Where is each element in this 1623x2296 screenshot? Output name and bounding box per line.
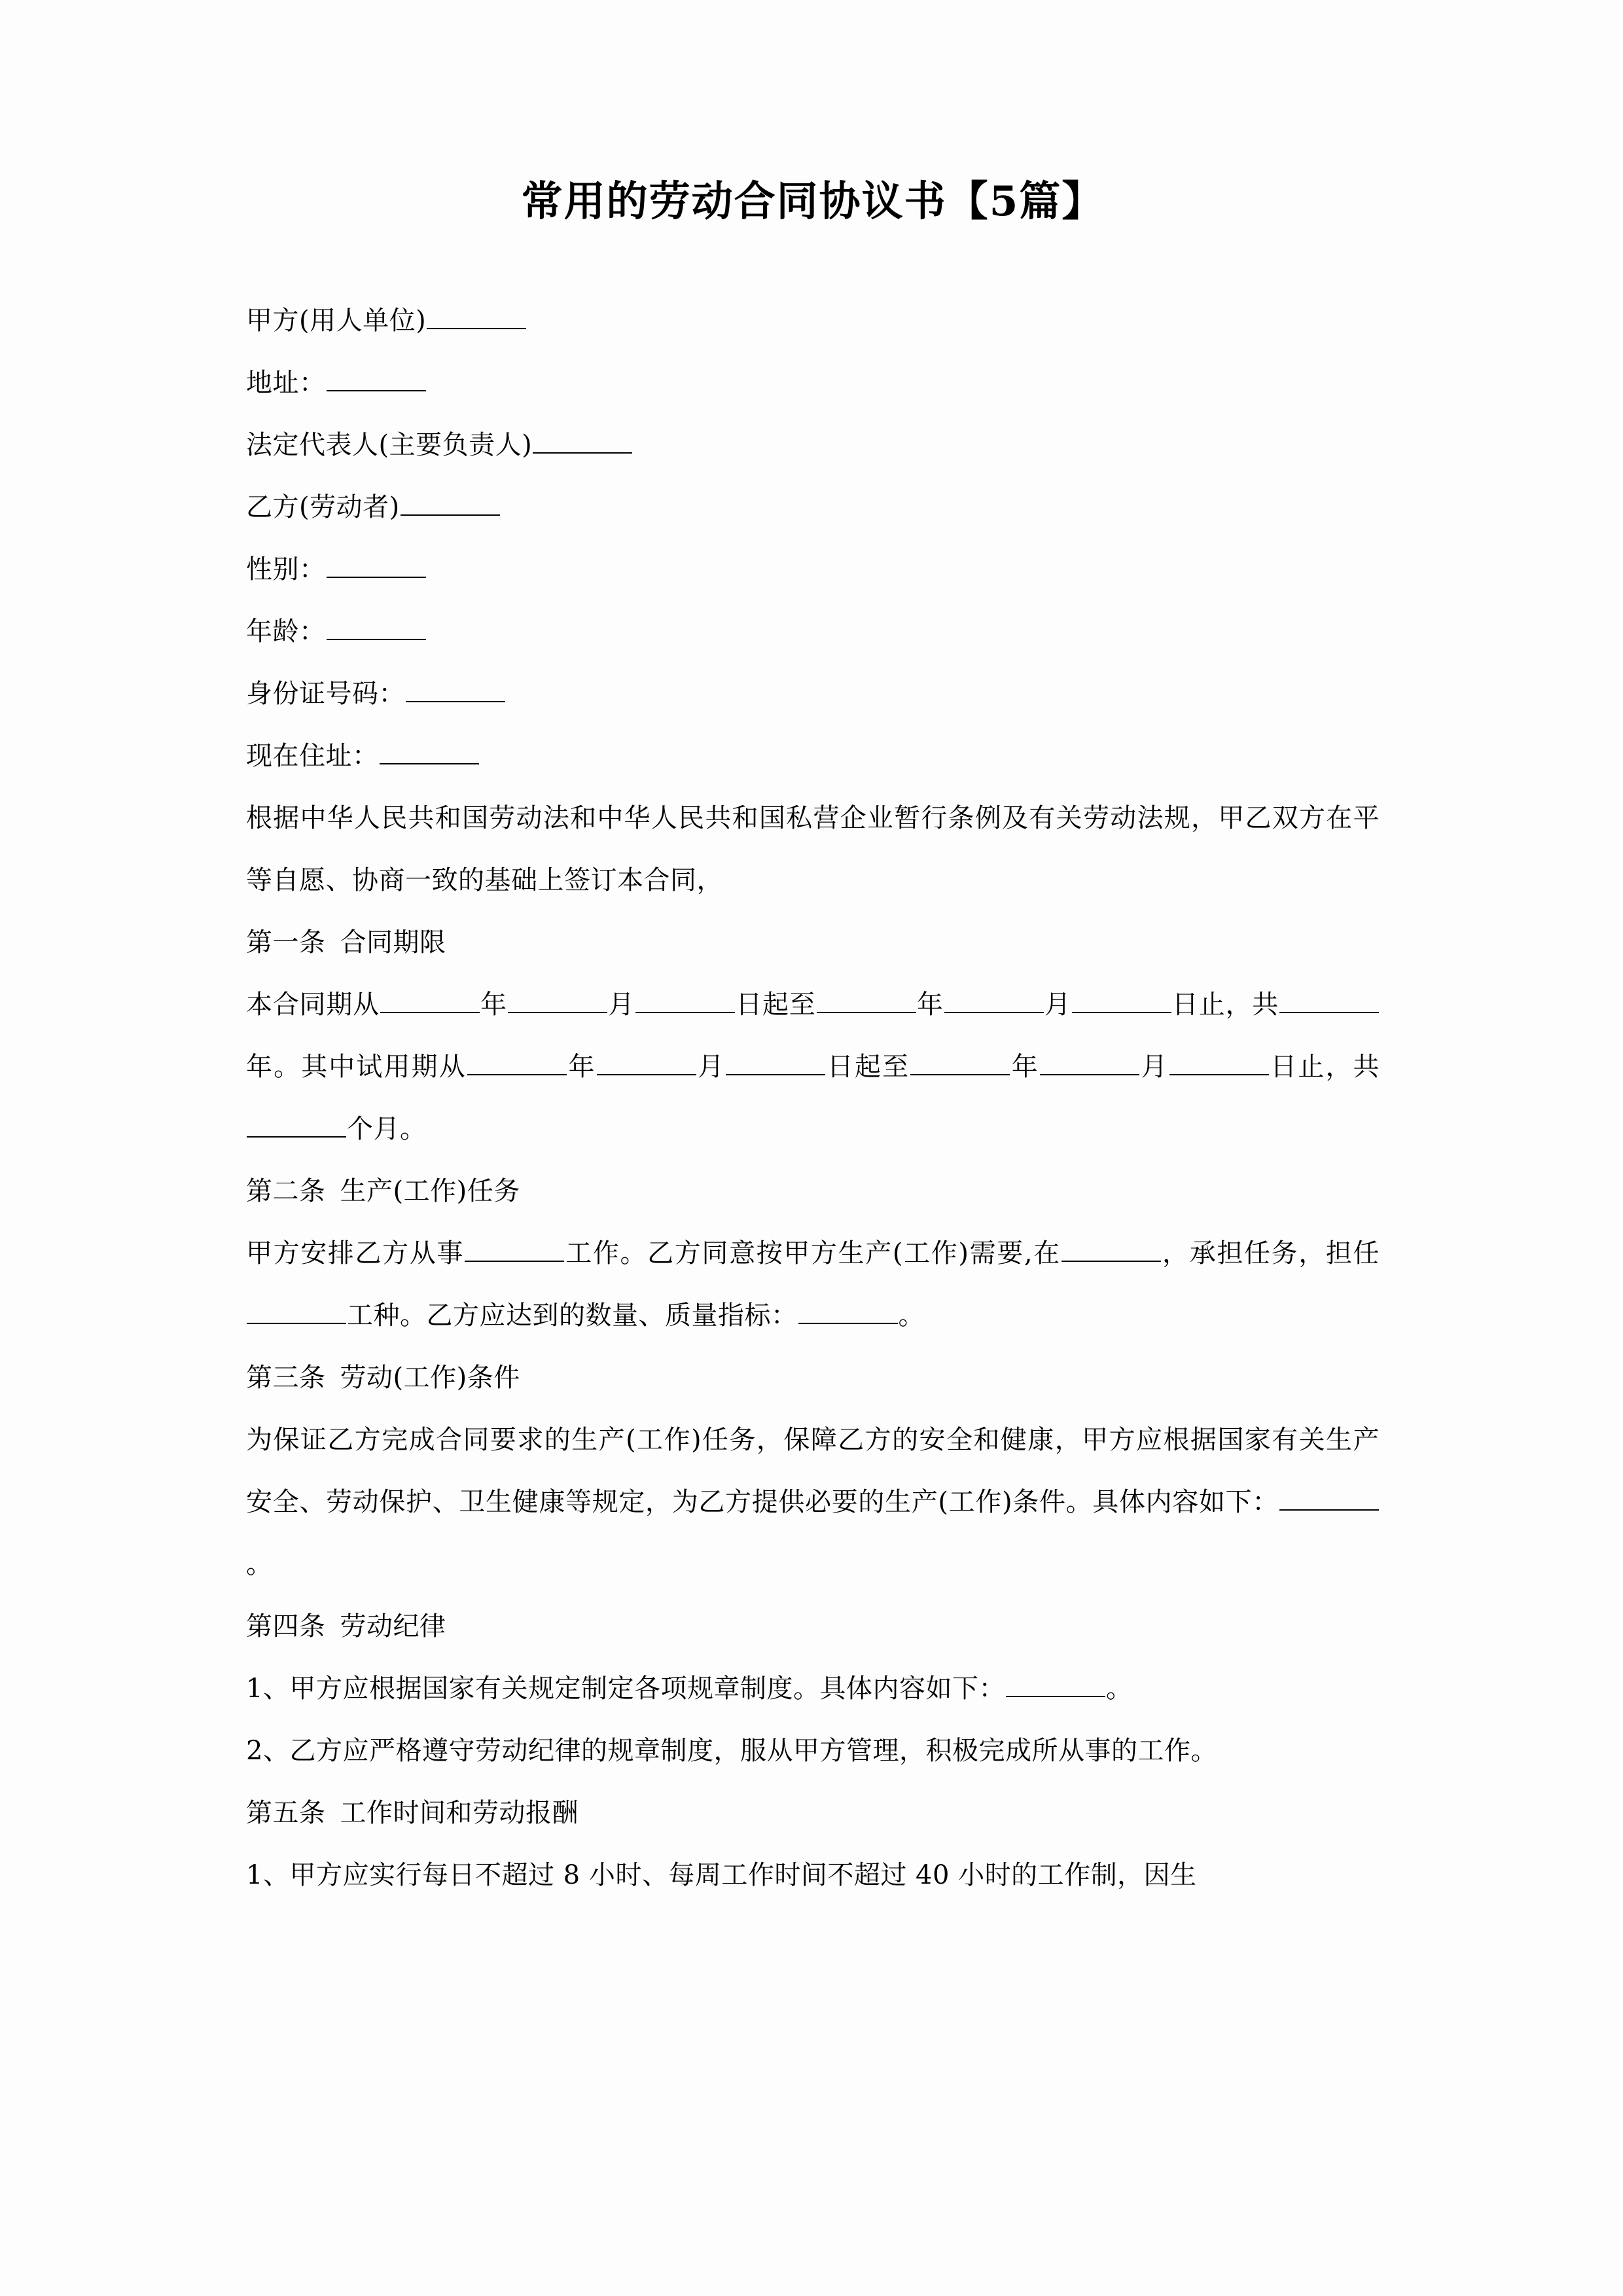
field-address-label: 地址：: [246, 367, 326, 398]
c1-t4: 年: [916, 989, 944, 1020]
c1-blank-end-day[interactable]: [1072, 986, 1171, 1013]
preamble-paragraph: 根据中华人民共和国劳动法和中华人民共和国私营企业暂行条例及有关劳动法规，甲乙双方在平等自愿、协商一致的基础上签订本合同，: [246, 802, 1380, 895]
c1-t11: 年: [1010, 1051, 1039, 1082]
c2-blank-location[interactable]: [1061, 1234, 1161, 1262]
field-id-number-label: 身份证号码：: [246, 678, 405, 709]
c1-t9: 月: [696, 1051, 726, 1082]
clause-5-title: 工作时间和劳动报酬: [340, 1797, 579, 1828]
page-title: 常用的劳动合同协议书【5篇】: [521, 177, 1105, 225]
clause-3-title: 劳动(工作)条件: [340, 1362, 520, 1393]
clause-heading-5: [246, 1782, 1380, 1844]
c1-blank-probation-start-day[interactable]: [726, 1048, 825, 1075]
c2-t4: 。: [898, 1300, 925, 1331]
field-legal-rep: [246, 414, 1380, 476]
c3-blank-conditions[interactable]: [1279, 1483, 1379, 1511]
field-id-number: [246, 663, 1380, 725]
field-employee-blank[interactable]: [401, 488, 500, 516]
clause-5-item-1: 1、甲方应实行每日不超过 8 小时、每周工作时间不超过 40 小时的工作制，因生: [246, 1859, 1197, 1890]
clause-heading-4: [246, 1596, 1380, 1658]
clause-heading-1: [246, 912, 1380, 974]
clause-heading-2: [246, 1160, 1380, 1223]
document-content: [246, 175, 1380, 1907]
field-legal-rep-label: 法定代表人(主要负责人): [246, 429, 533, 460]
field-legal-rep-blank[interactable]: [533, 426, 632, 454]
c1-blank-start-year[interactable]: [380, 986, 480, 1013]
clause-3-number: 第三条: [246, 1362, 326, 1393]
field-employee-label: 乙方(劳动者): [246, 492, 400, 522]
field-current-address-blank[interactable]: [380, 737, 479, 764]
clause-4-item-2: 2、乙方应严格遵守劳动纪律的规章制度，服从甲方管理，积极完成所从事的工作。: [246, 1735, 1217, 1766]
c1-blank-probation-start-year[interactable]: [467, 1048, 567, 1075]
field-employer-blank[interactable]: [427, 302, 526, 329]
clause-1-number: 第一条: [246, 927, 326, 958]
c1-blank-total-years[interactable]: [1279, 986, 1379, 1013]
c2-blank-worktype[interactable]: [247, 1297, 346, 1324]
field-current-address: [246, 725, 1380, 787]
c2-t1: 工作。乙方同意按甲方生产(工作)需要,在: [565, 1238, 1061, 1268]
c1-t2: 月: [607, 989, 635, 1020]
clause-2-body: [246, 1223, 1380, 1347]
c1-blank-end-month[interactable]: [944, 986, 1044, 1013]
clause-1-body: [246, 974, 1380, 1160]
c1-t10: 日起至: [826, 1051, 910, 1082]
field-address: [246, 352, 1380, 414]
field-gender: [246, 539, 1380, 601]
c1-t8: 年: [567, 1051, 596, 1082]
c1-t6: 日止，共: [1171, 989, 1279, 1020]
clause-heading-3: [246, 1347, 1380, 1409]
c4-blank-rules[interactable]: [1006, 1670, 1105, 1697]
clause-5-number: 第五条: [246, 1797, 326, 1828]
c1-blank-start-day[interactable]: [635, 986, 735, 1013]
field-current-address-label: 现在住址：: [246, 740, 379, 771]
c1-blank-start-month[interactable]: [508, 986, 607, 1013]
c1-blank-probation-end-month[interactable]: [1040, 1048, 1139, 1075]
c1-blank-end-year[interactable]: [817, 986, 916, 1013]
field-age-blank[interactable]: [327, 613, 426, 640]
c1-t13: 日止，共: [1269, 1051, 1380, 1082]
c2-blank-targets[interactable]: [798, 1297, 898, 1324]
clause-1-title: 合同期限: [340, 927, 446, 958]
clause-2-title: 生产(工作)任务: [340, 1175, 520, 1206]
c1-t1: 年: [480, 989, 507, 1020]
c1-blank-probation-end-year[interactable]: [910, 1048, 1010, 1075]
c1-t7: 年。其中试用期从: [246, 1051, 467, 1082]
c1-blank-probation-end-day[interactable]: [1169, 1048, 1269, 1075]
c2-t3: 工种。乙方应达到的数量、质量指标：: [347, 1300, 798, 1331]
field-employee: [246, 476, 1380, 539]
clause-2-number: 第二条: [246, 1175, 326, 1206]
field-age: [246, 601, 1380, 663]
c4-i1-t0: 1、甲方应根据国家有关规定制定各项规章制度。具体内容如下：: [246, 1673, 1005, 1704]
clause-4-title: 劳动纪律: [340, 1611, 446, 1641]
c2-blank-job[interactable]: [465, 1234, 564, 1262]
c1-blank-probation-months[interactable]: [247, 1110, 346, 1138]
clause-4-item-1: [246, 1658, 1380, 1720]
c3-t1: 。: [246, 1549, 273, 1579]
c4-i1-t1: 。: [1105, 1673, 1133, 1704]
c1-t5: 月: [1044, 989, 1071, 1020]
field-age-label: 年龄：: [246, 616, 326, 647]
field-id-number-blank[interactable]: [406, 675, 505, 702]
c1-t14: 个月。: [347, 1113, 427, 1144]
field-address-blank[interactable]: [327, 364, 426, 391]
c1-t12: 月: [1139, 1051, 1169, 1082]
clause-3-body: [246, 1409, 1380, 1596]
c2-t0: 甲方安排乙方从事: [246, 1238, 465, 1268]
clause-4-number: 第四条: [246, 1611, 326, 1641]
field-employer-label: 甲方(用人单位): [246, 305, 427, 336]
field-employer: [246, 290, 1380, 352]
c1-t3: 日起至: [735, 989, 816, 1020]
c1-t0: 本合同期从: [246, 989, 380, 1020]
c2-t2: ，承担任务，担任: [1161, 1238, 1380, 1268]
field-gender-blank[interactable]: [327, 550, 426, 578]
field-gender-label: 性别：: [246, 554, 326, 584]
c1-blank-probation-start-month[interactable]: [597, 1048, 696, 1075]
c3-t0: 为保证乙方完成合同要求的生产(工作)任务，保障乙方的安全和健康，甲方应根据国家有关生产安全、劳动保护、卫生健康等规定，为乙方提供必要的生产(工作)条件。具体内容如下：: [246, 1424, 1380, 1517]
